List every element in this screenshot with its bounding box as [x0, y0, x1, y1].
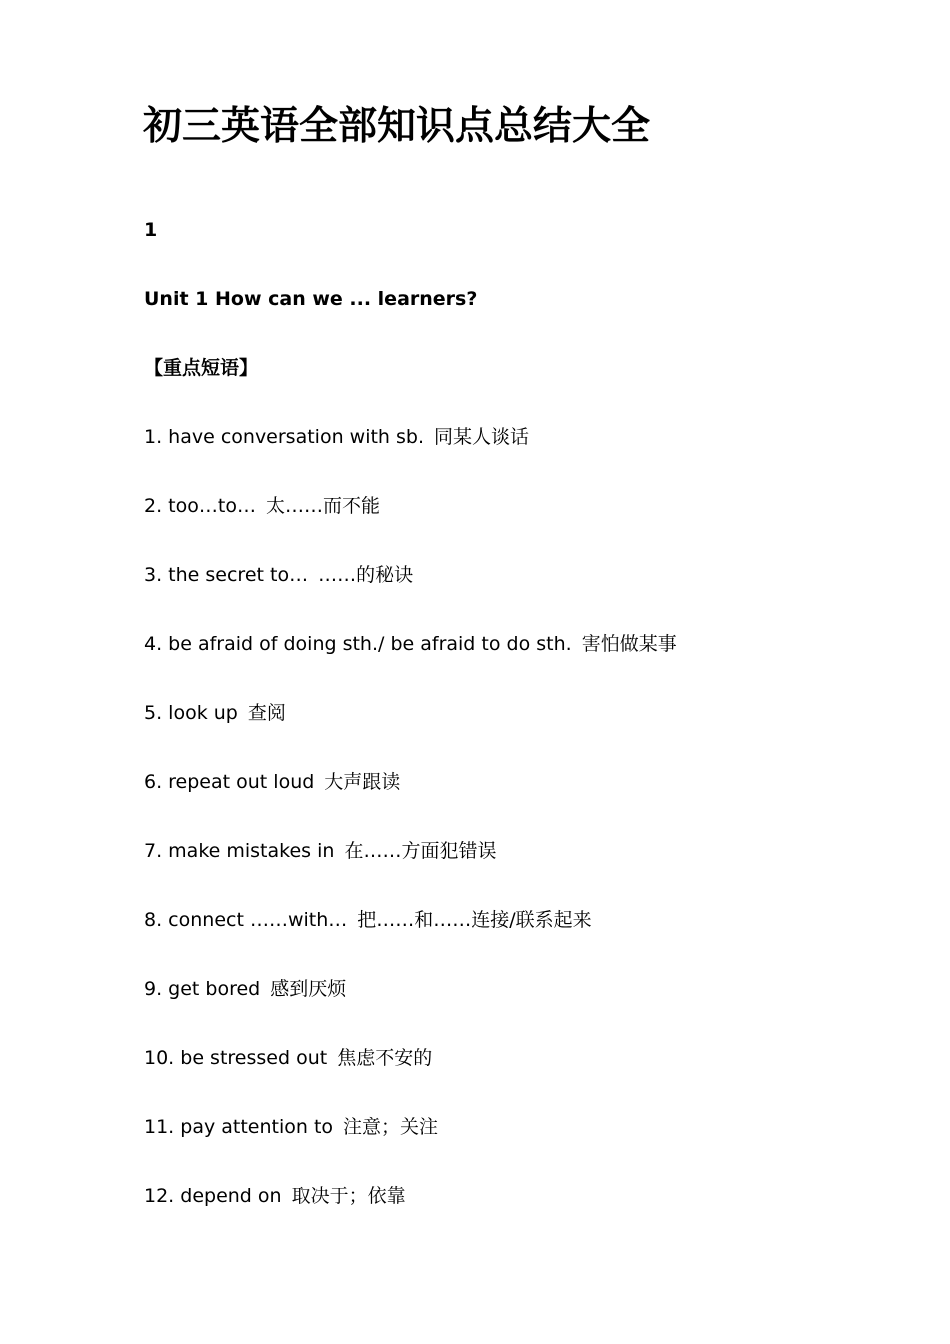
phrase-item — [144, 907, 592, 933]
phrase-english: 11. pay attention to — [144, 1116, 334, 1138]
phrase-item — [144, 976, 346, 1002]
phrase-english: 1. have conversation with sb. — [144, 426, 425, 448]
phrase-chinese: 感到厌烦 — [270, 978, 347, 1000]
section-label: 【重点短语】 — [144, 357, 259, 379]
phrase-item — [144, 838, 496, 864]
phrase-english: 4. be afraid of doing sth./ be afraid to do sth. — [144, 633, 572, 655]
phrase-english: 12. depend on — [144, 1185, 282, 1207]
phrase-chinese: ……的秘诀 — [318, 564, 414, 586]
phrase-chinese: 在……方面犯错误 — [344, 840, 497, 862]
phrase-item — [144, 1114, 438, 1140]
phrase-chinese: 取决于；依靠 — [291, 1185, 406, 1207]
section-number: 1 — [144, 219, 158, 241]
phrase-chinese: 害怕做某事 — [581, 633, 677, 655]
phrase-item — [144, 700, 286, 726]
phrase-chinese: 大声跟读 — [324, 771, 401, 793]
phrase-english: 8. connect ……with… — [144, 909, 348, 931]
phrase-item — [144, 1045, 432, 1071]
phrase-chinese: 注意；关注 — [343, 1116, 439, 1138]
phrase-item — [144, 631, 677, 657]
phrase-chinese: 焦虑不安的 — [337, 1047, 433, 1069]
phrase-item — [144, 562, 413, 588]
phrase-chinese: 把……和……连接/联系起来 — [357, 909, 592, 931]
phrase-chinese: 查阅 — [247, 702, 286, 724]
phrase-english: 6. repeat out loud — [144, 771, 315, 793]
phrase-english: 5. look up — [144, 702, 238, 724]
phrase-chinese: 太……而不能 — [265, 495, 380, 517]
phrase-english: 7. make mistakes in — [144, 840, 335, 862]
phrase-chinese: 同某人谈话 — [434, 426, 530, 448]
phrase-english: 2. too…to… — [144, 495, 256, 517]
phrase-english: 3. the secret to… — [144, 564, 309, 586]
phrase-english: 10. be stressed out — [144, 1047, 328, 1069]
phrase-item — [144, 493, 380, 519]
phrase-item — [144, 769, 400, 795]
phrase-item — [144, 1183, 406, 1209]
unit-heading: Unit 1 How can we ... learners? — [144, 288, 478, 310]
page-title: 初三英语全部知识点总结大全 — [143, 104, 651, 149]
phrase-english: 9. get bored — [144, 978, 261, 1000]
phrase-item — [144, 424, 529, 450]
